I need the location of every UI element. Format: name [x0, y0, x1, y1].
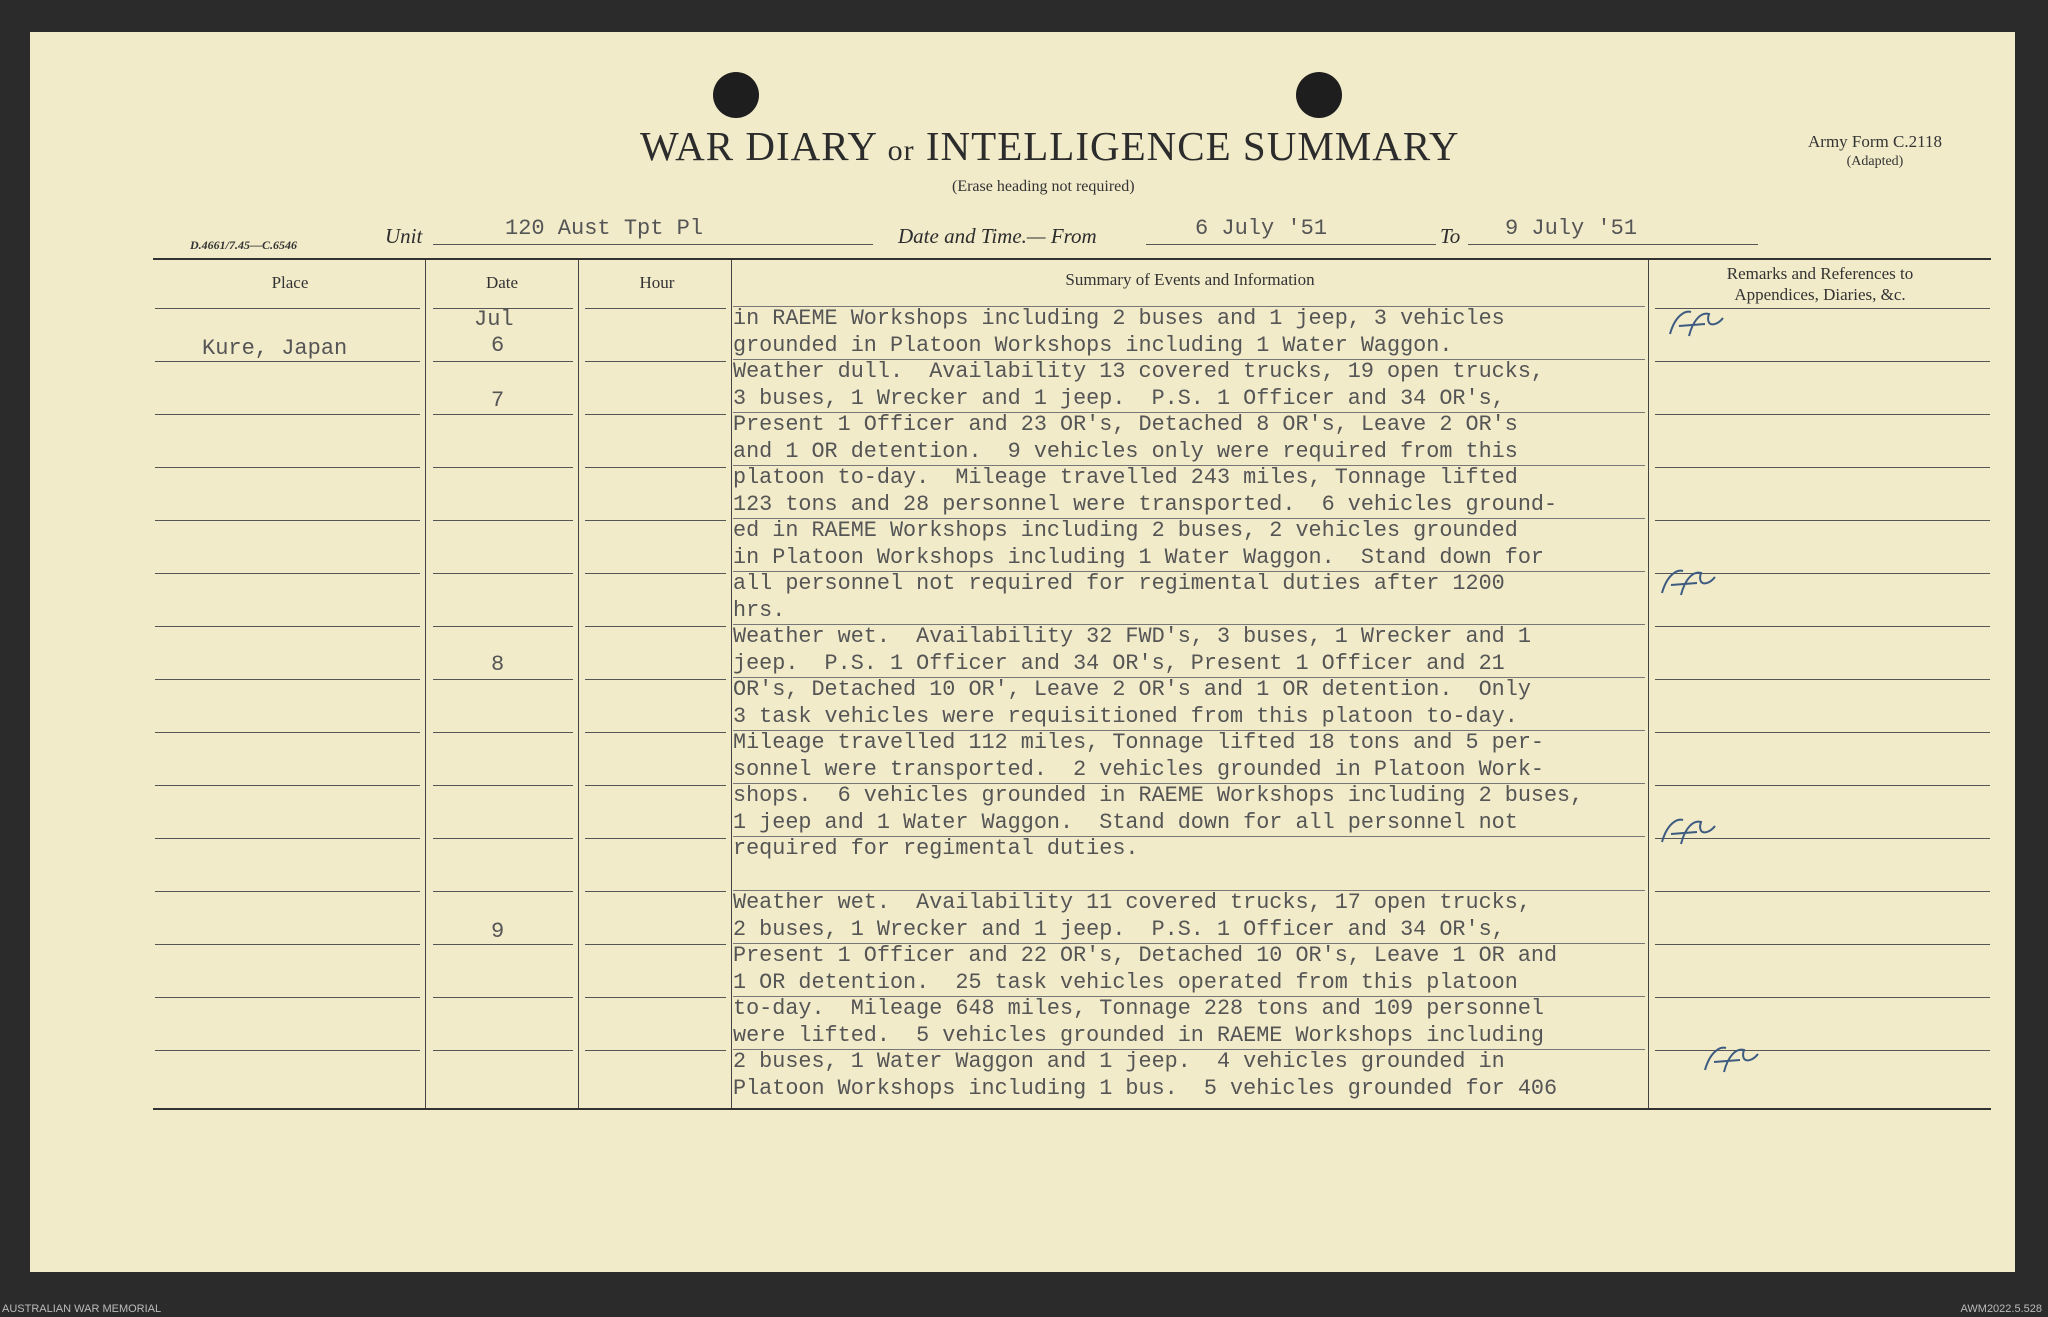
- entry-jul-8: Weather wet. Availability 32 FWD's, 3 buses, 1 Wrecker and 1 jeep. P.S. 1 Officer and 34 OR's, Present 1 Officer and 21 OR's, Detached 10 OR', Leave 2 OR's and 1 OR detention. Only 3 task vehicles were requisitioned from this platoon to-day. Mileage travelled 112 miles, Tonnage lifted 18 tons and 5 per- sonnel were transported. 2 vehicles grounded in Platoon Work- shops. 6 vehicles grounded in RAEME Workshops including 2 buses, 1 jeep and 1 Water Waggon. Stand down for all personnel not required for regimental duties.: [733, 624, 1584, 861]
- ruled-line: [585, 891, 726, 892]
- initials-signature: [1700, 1042, 1764, 1076]
- col-place: Place: [271, 273, 309, 292]
- punch-hole-right: [1296, 72, 1342, 118]
- ruled-line: [1655, 997, 1990, 998]
- col-remarks: [1655, 263, 1985, 305]
- initials-signature: [1665, 306, 1729, 340]
- date-6: 6: [491, 333, 505, 358]
- divider-hour-summary: [731, 260, 732, 1108]
- ruled-line: [585, 679, 726, 680]
- ruled-line: [433, 1050, 573, 1051]
- army-form-number: [1808, 132, 1942, 172]
- table-bottom-border: [153, 1108, 1991, 1110]
- from-value: 6 July '51: [1195, 216, 1328, 241]
- ruled-line: [433, 520, 573, 521]
- ruled-line: [155, 626, 420, 627]
- place-value: Kure, Japan: [202, 336, 348, 361]
- army-form-sub: (Adapted): [1846, 154, 1904, 169]
- ruled-line: [585, 626, 726, 627]
- title-rest: INTELLIGENCE SUMMARY: [914, 123, 1460, 169]
- ruled-line: [433, 944, 573, 945]
- unit-label: Unit: [385, 224, 423, 248]
- ruled-line: [585, 785, 726, 786]
- ruled-line: [155, 679, 420, 680]
- to-value: 9 July '51: [1505, 216, 1638, 241]
- col-remarks-line1: Remarks and References to: [1726, 264, 1914, 283]
- to-label: To: [1440, 224, 1461, 248]
- ruled-line: [155, 467, 420, 468]
- ruled-line: [155, 732, 420, 733]
- title-main: WAR DIARY: [640, 123, 888, 169]
- form-title: [640, 122, 1460, 170]
- ruled-line: [585, 520, 726, 521]
- title-or: or: [887, 134, 915, 167]
- ruled-line: [1655, 361, 1990, 362]
- ruled-line: [433, 414, 573, 415]
- ruled-line: [433, 891, 573, 892]
- punch-hole-left: [713, 72, 759, 118]
- ruled-line: [155, 1050, 420, 1051]
- form-subtitle: (Erase heading not required): [952, 178, 1135, 195]
- ruled-line: [155, 573, 420, 574]
- initials-signature: [1657, 814, 1721, 848]
- divider-place-date: [425, 260, 426, 1108]
- col-date: Date: [485, 273, 519, 292]
- ruled-line: [1655, 520, 1990, 521]
- ruled-line: [433, 626, 573, 627]
- divider-summary-remarks: [1648, 260, 1649, 1108]
- ruled-line: [155, 944, 420, 945]
- entry-jul-9: Weather wet. Availability 11 covered trucks, 17 open trucks, 2 buses, 1 Wrecker and 1 jeep. P.S. 1 Officer and 34 OR's, Present 1 Officer and 22 OR's, Detached 10 OR's, Leave 1 OR and 1 OR detention. 25 task vehicles operated from this platoon to-day. Mileage 648 miles, Tonnage 228 tons and 109 personnel were lifted. 5 vehicles grounded in RAEME Workshops including 2 buses, 1 Water Waggon and 1 jeep. 4 vehicles grounded in Platoon Workshops including 1 bus. 5 vehicles grounded for 406: [733, 890, 1558, 1101]
- ruled-line: [585, 467, 726, 468]
- col-summary: Summary of Events and Information: [1065, 270, 1315, 289]
- to-line: [1468, 244, 1758, 245]
- ruled-line: [433, 679, 573, 680]
- divider-date-hour: [578, 260, 579, 1108]
- date-8: 8: [491, 652, 505, 677]
- ruled-line: [155, 997, 420, 998]
- ruled-line: [1655, 679, 1990, 680]
- ruled-line: [1655, 785, 1990, 786]
- ruled-line: [585, 573, 726, 574]
- ruled-line: [155, 891, 420, 892]
- ruled-line: [585, 732, 726, 733]
- from-line: [1146, 244, 1436, 245]
- date-month: Jul: [474, 307, 514, 332]
- table-top-border: [153, 258, 1991, 260]
- ruled-line: [585, 944, 726, 945]
- army-form-label: Army Form C.2118: [1808, 132, 1942, 151]
- form-code: D.4661/7.45—C.6546: [190, 238, 298, 252]
- ruled-line: [433, 785, 573, 786]
- ruled-line: [1655, 467, 1990, 468]
- ruled-line: [433, 573, 573, 574]
- unit-value: 120 Aust Tpt Pl: [505, 216, 704, 241]
- ruled-line: [1655, 944, 1990, 945]
- ruled-line: [433, 732, 573, 733]
- date-9: 9: [491, 919, 505, 944]
- ruled-line: [585, 838, 726, 839]
- ruled-line: [1655, 414, 1990, 415]
- ruled-line: [1655, 732, 1990, 733]
- entry-jul-7: Weather dull. Availability 13 covered trucks, 19 open trucks, 3 buses, 1 Wrecker and 1 jeep. P.S. 1 Officer and 34 OR's, Present 1 Officer and 23 OR's, Detached 8 OR's, Leave 2 OR's and 1 OR detention. 9 vehicles only were required from this platoon to-day. Mileage travelled 243 miles, Tonnage lifted 123 tons and 28 personnel were transported. 6 vehicles ground- ed in RAEME Workshops including 2 buses, 2 vehicles grounded in Platoon Workshops including 1 Water Waggon. Stand down for all personnel not required for regimental duties after 1200 hrs.: [733, 359, 1558, 623]
- ruled-line: [155, 414, 420, 415]
- date-time-label: Date and Time.— From: [898, 224, 1097, 248]
- entry-jul-6: in RAEME Workshops including 2 buses and 1 jeep, 3 vehicles grounded in Platoon Workshops including 1 Water Waggon.: [733, 306, 1505, 358]
- ruled-line: [155, 785, 420, 786]
- unit-line: [433, 244, 873, 245]
- date-7: 7: [491, 388, 505, 413]
- ruled-line: [433, 467, 573, 468]
- ruled-line: [585, 1050, 726, 1051]
- ruled-line: [155, 361, 420, 362]
- ruled-line: [585, 361, 726, 362]
- footer-left: AUSTRALIAN WAR MEMORIAL: [2, 1303, 162, 1315]
- ruled-line: [433, 997, 573, 998]
- ruled-line: [1655, 626, 1990, 627]
- ruled-line: [585, 308, 726, 309]
- initials-signature: [1657, 565, 1721, 599]
- ruled-line: [155, 520, 420, 521]
- col-remarks-line2: Appendices, Diaries, &c.: [1734, 285, 1906, 304]
- ruled-line: [155, 308, 420, 309]
- ruled-line: [585, 997, 726, 998]
- ruled-line: [433, 838, 573, 839]
- footer-right: AWM2022.5.528: [1960, 1303, 2042, 1315]
- ruled-line: [155, 838, 420, 839]
- ruled-line: [433, 361, 573, 362]
- ruled-line: [585, 414, 726, 415]
- ruled-line: [1655, 891, 1990, 892]
- col-hour: Hour: [639, 273, 675, 292]
